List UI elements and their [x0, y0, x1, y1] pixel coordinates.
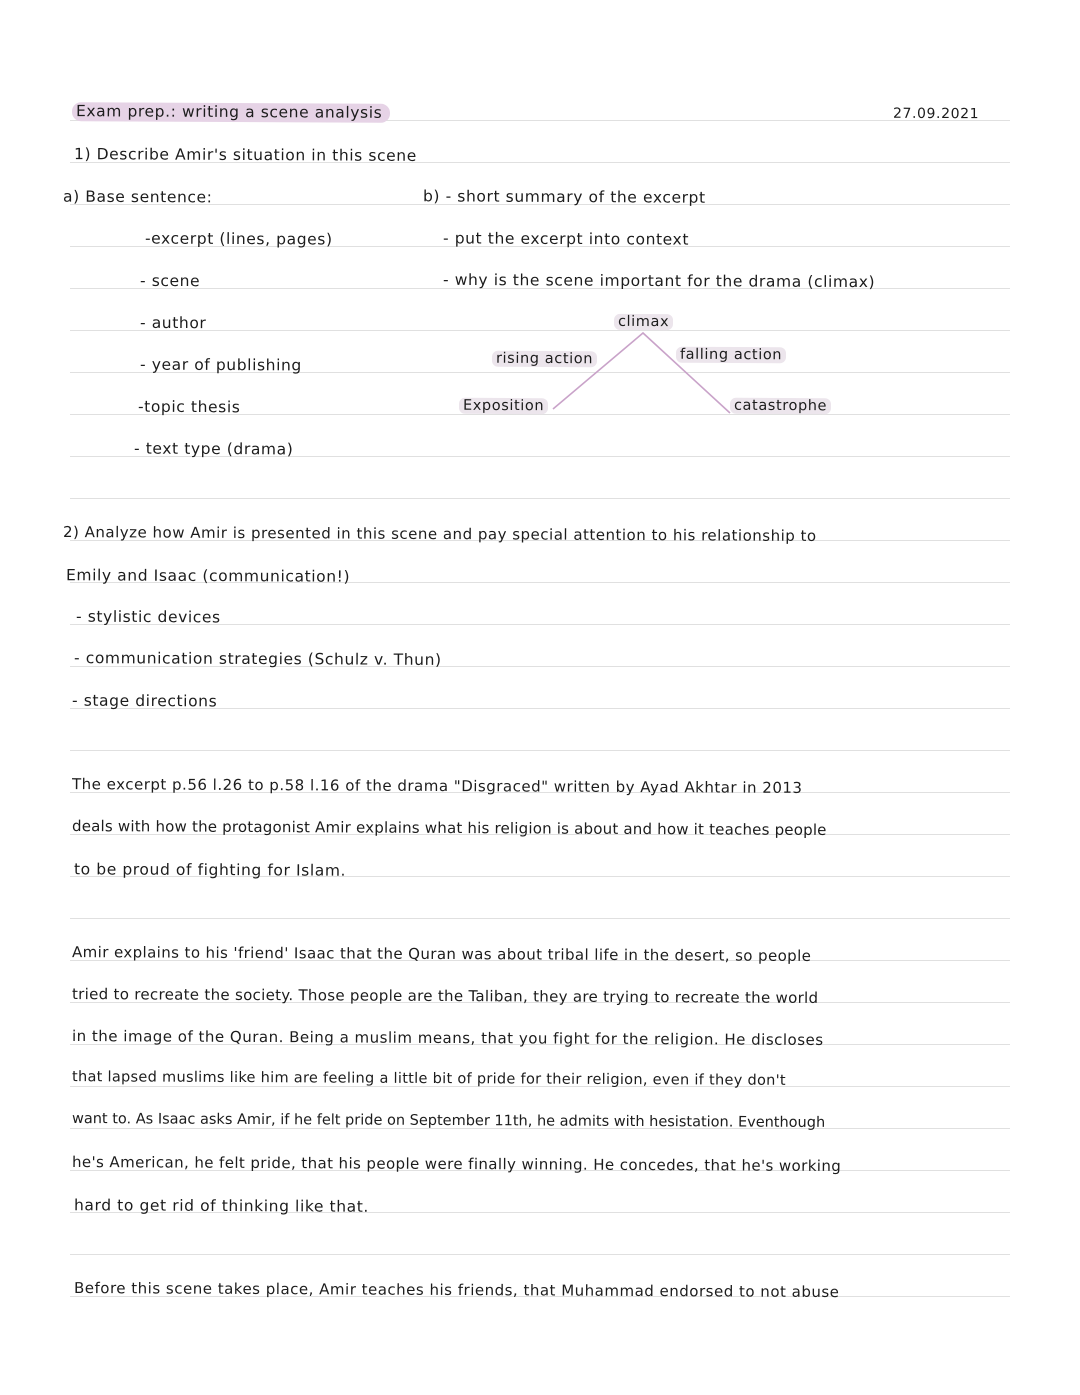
paragraph-line: deals with how the protagonist Amir explains what his religion is about and how it teaches people — [71, 817, 827, 839]
task1-a-item: - scene — [139, 271, 201, 291]
paragraph-line: Amir explains to his 'friend' Isaac that the Quran was about tribal life in the desert, so people — [71, 943, 812, 965]
task1-a-item: -excerpt (lines, pages) — [144, 229, 333, 249]
paragraph-line: hard to get rid of thinking like that. — [73, 1196, 370, 1216]
page-date: 27.09.2021 — [892, 105, 980, 123]
task2-question: Emily and Isaac (communication!) — [65, 566, 351, 586]
paragraph-line: Before this scene takes place, Amir teaches his friends, that Muhammad endorsed to not abuse — [73, 1278, 840, 1302]
paragraph-line: to be proud of fighting for Islam. — [73, 860, 347, 880]
task1-question: 1) Describe Amir's situation in this scene — [73, 145, 417, 165]
task2-question: 2) Analyze how Amir is presented in this scene and pay special attention to his relationship to — [62, 523, 817, 545]
task2-item: - stage directions — [71, 691, 218, 711]
diagram-catastrophe-label: catastrophe — [730, 398, 831, 415]
paragraph-line: that lapsed muslims like him are feeling a little bit of pride for their religion, even if they don't — [71, 1069, 786, 1089]
diagram-falling-label: falling action — [676, 347, 786, 364]
task1-a-item: - year of publishing — [139, 355, 302, 375]
task1-b-item: - put the excerpt into context — [442, 229, 690, 249]
diagram-rising-label: rising action — [492, 351, 597, 368]
diagram-exposition-label: Exposition — [459, 398, 548, 414]
paragraph-line: in the image of the Quran. Being a muslim means, that you fight for the religion. He discloses — [71, 1027, 824, 1049]
paragraph-line: The excerpt p.56 l.26 to p.58 l.16 of the drama "Disgraced" written by Ayad Akhtar in 2013 — [71, 775, 803, 797]
diagram-climax-label: climax — [614, 314, 673, 330]
task1-a-heading: a) Base sentence: — [62, 187, 213, 207]
task1-b-item: - why is the scene important for the drama (climax) — [442, 270, 876, 292]
paragraph-line: he's American, he felt pride, that his people were finally winning. He concedes, that he's working — [71, 1152, 842, 1176]
task1-a-item: - author — [139, 313, 207, 333]
task2-item: - stylistic devices — [75, 607, 221, 627]
paragraph-line: tried to recreate the society. Those people are the Taliban, they are trying to recreate the world — [71, 985, 819, 1007]
task1-a-item: -topic thesis — [137, 397, 241, 417]
plot-line — [553, 333, 730, 413]
task1-a-item: - text type (drama) — [133, 439, 294, 459]
paragraph-line: want to. As Isaac asks Amir, if he felt pride on September 11th, he admits with hesistation. Eventhough — [71, 1111, 826, 1131]
task1-b-heading: b) - short summary of the excerpt — [422, 187, 706, 207]
page-title: Exam prep.: writing a scene analysis — [72, 102, 390, 123]
task2-item: - communication strategies (Schulz v. Thun) — [73, 649, 442, 669]
